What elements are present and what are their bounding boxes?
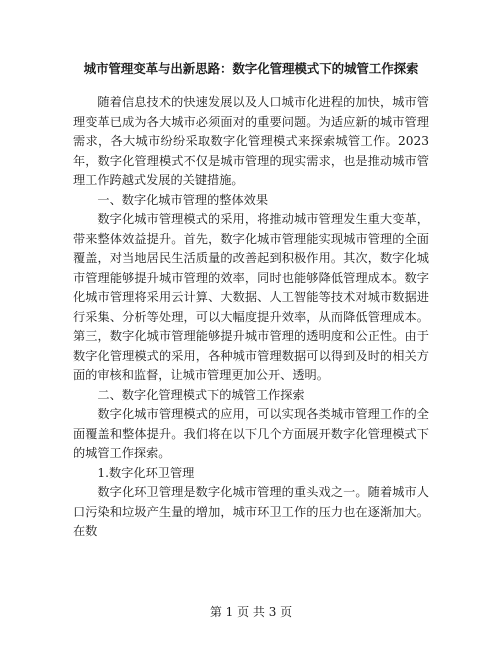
subsection-1-paragraph: 数字化环卫管理是数字化城市管理的重头戏之一。随着城市人口污染和垃圾产生量的增加，城市环卫工作的压力也在逐渐加大。在数 — [73, 485, 429, 538]
section-heading-2: 二、数字化管理模式下的城管工作探索 — [97, 387, 305, 402]
subsection-heading-1: 1.数字化环卫管理 — [97, 465, 195, 480]
section-heading-1: 一、数字化城市管理的整体效果 — [97, 192, 269, 207]
section-1-paragraph: 数字化城市管理模式的采用，将推动城市管理发生重大变革，带来整体效益提升。首先，数字化城市管理能实现城市管理的全面覆盖，对当地居民生活质量的改善起到积极作用。其次，数字化城市管理能够提升城市管理的效率，同时也能够降低管理成本。数字化城市管理将采用云计算、大数据、人工智能等技术对城市数据进行采集、分析等处理，可以大幅度提升效率，从而降低管理成本。第三，数字化城市管理能够提升城市管理的透明度和公正性。由于数字化管理模式的采用，各种城市管理数据可以得到及时的相关方面的审核和监督，让城市管理更加公开、透明。 — [73, 212, 429, 382]
section-2-paragraph: 数字化城市管理模式的应用，可以实现各类城市管理工作的全面覆盖和整体提升。我们将在以下几个方面展开数字化管理模式下的城管工作探索。 — [73, 407, 429, 460]
page-footer: 第 1 页 共 3 页 — [209, 605, 293, 619]
document-body — [73, 93, 429, 542]
intro-paragraph: 随着信息技术的快速发展以及人口城市化进程的加快，城市管理变革已成为各大城市必须面对的重要问题。为适应新的城市管理需求，各大城市纷纷采取数字化管理模式来探索城管工作。2023年，数字化管理模式不仅是城市管理的现实需求，也是推动城市管理工作跨越式发展的关键措施。 — [73, 95, 429, 187]
document-title: 城市管理变革与出新思路：数字化管理模式下的城管工作探索 — [83, 61, 419, 76]
